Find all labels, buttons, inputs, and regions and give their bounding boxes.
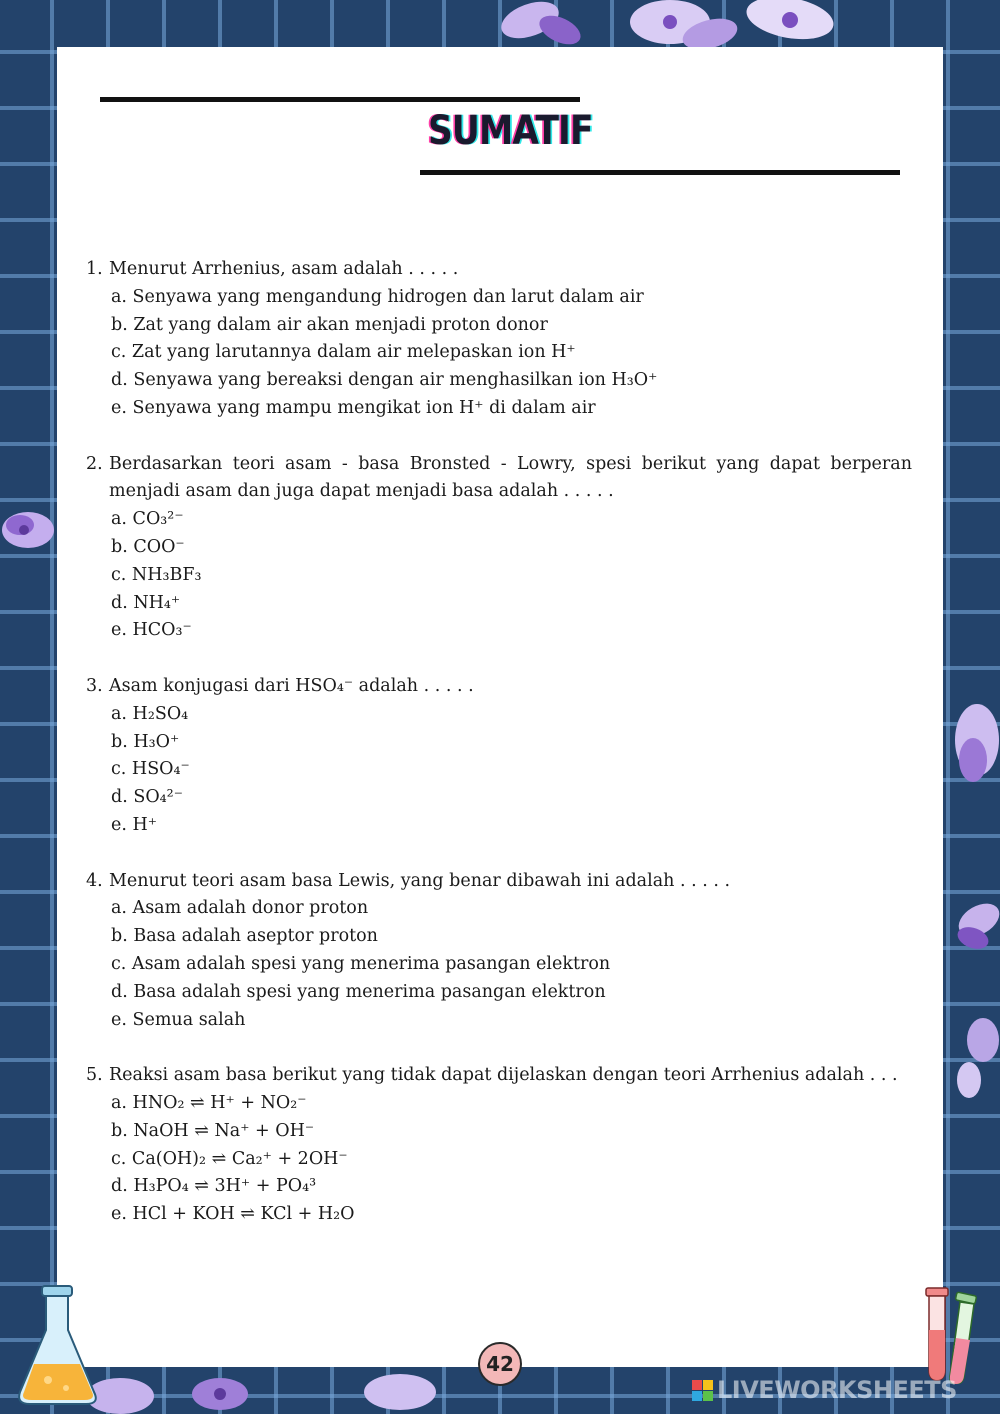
watermark-text: LIVEWORKSHEETS (717, 1376, 957, 1404)
question-number: 4. (86, 870, 103, 891)
question-text: Menurut Arrhenius, asam adalah . . . . . (109, 259, 459, 279)
question-1 (86, 256, 912, 423)
option-e[interactable]: e. Semua salah (111, 1009, 246, 1030)
question-5 (86, 1062, 912, 1229)
question-4 (86, 868, 912, 1035)
page-number-badge: 42 (478, 1342, 522, 1386)
option-e[interactable]: e. H⁺ (111, 814, 157, 835)
option-a[interactable]: a. Senyawa yang mengandung hidrogen dan larut dalam air (111, 286, 644, 307)
option-d[interactable]: d. Basa adalah spesi yang menerima pasangan elektron (111, 981, 606, 1002)
flower-decoration-right (943, 700, 1000, 1120)
option-a[interactable]: a. HNO₂ ⇌ H⁺ + NO₂⁻ (111, 1092, 307, 1113)
option-b[interactable]: b. Basa adalah aseptor proton (111, 926, 378, 947)
flower-decoration-left (0, 490, 60, 570)
question-number: 5. (86, 1065, 103, 1086)
option-d[interactable]: d. SO₄²⁻ (111, 787, 183, 808)
title-rule-top (100, 97, 580, 102)
question-number: 2. (86, 453, 103, 474)
test-tubes-icon (920, 1284, 996, 1384)
option-d[interactable]: d. H₃PO₄ ⇌ 3H⁺ + PO₄³ (111, 1176, 317, 1197)
option-b[interactable]: b. Zat yang dalam air akan menjadi proton donor (111, 314, 548, 335)
title-rule-bottom (420, 170, 900, 175)
option-c[interactable]: c. HSO₄⁻ (111, 759, 190, 780)
option-b[interactable]: b. COO⁻ (111, 536, 185, 557)
question-3 (86, 673, 912, 840)
option-a[interactable]: a. Asam adalah donor proton (111, 898, 369, 919)
question-text: Asam konjugasi dari HSO₄⁻ adalah . . . . . (109, 675, 474, 696)
question-number: 1. (86, 259, 103, 279)
option-c[interactable]: c. NH₃BF₃ (111, 564, 202, 585)
option-b[interactable]: b. NaOH ⇌ Na⁺ + OH⁻ (111, 1120, 315, 1141)
option-c[interactable]: c. Ca(OH)₂ ⇌ Ca₂⁺ + 2OH⁻ (111, 1148, 348, 1169)
option-a[interactable]: a. H₂SO₄ (111, 703, 189, 724)
liveworksheets-logo-icon (692, 1380, 713, 1401)
question-text: Berdasarkan teori asam - basa Bronsted - Lowry, spesi berikut yang dapat berperan menjadi asam dan juga dapat menjadi basa adalah . . . . . (109, 453, 912, 502)
option-a[interactable]: a. CO₃²⁻ (111, 509, 184, 530)
liveworksheets-watermark (692, 1376, 957, 1404)
question-text: Reaksi asam basa berikut yang tidak dapat dijelaskan dengan teori Arrhenius adalah . . . (109, 1065, 898, 1086)
option-b[interactable]: b. H₃O⁺ (111, 731, 180, 752)
option-e[interactable]: e. HCl + KOH ⇌ KCl + H₂O (111, 1204, 355, 1225)
question-number: 3. (86, 675, 103, 696)
question-text: Menurut teori asam basa Lewis, yang benar dibawah ini adalah . . . . . (109, 870, 731, 891)
question-list (86, 256, 912, 1257)
option-d[interactable]: d. Senyawa yang bereaksi dengan air menghasilkan ion H₃O⁺ (111, 370, 658, 391)
option-d[interactable]: d. NH₄⁺ (111, 592, 181, 613)
option-e[interactable]: e. Senyawa yang mampu mengikat ion H⁺ di dalam air (111, 397, 596, 418)
option-c[interactable]: c. Zat yang larutannya dalam air melepaskan ion H⁺ (111, 342, 576, 363)
option-c[interactable]: c. Asam adalah spesi yang menerima pasangan elektron (111, 953, 611, 974)
question-2 (86, 451, 912, 646)
flower-decoration-bottom (80, 1366, 500, 1414)
page-title: SUMATIF (428, 108, 593, 154)
option-e[interactable]: e. HCO₃⁻ (111, 620, 192, 641)
flask-icon (14, 1284, 104, 1408)
